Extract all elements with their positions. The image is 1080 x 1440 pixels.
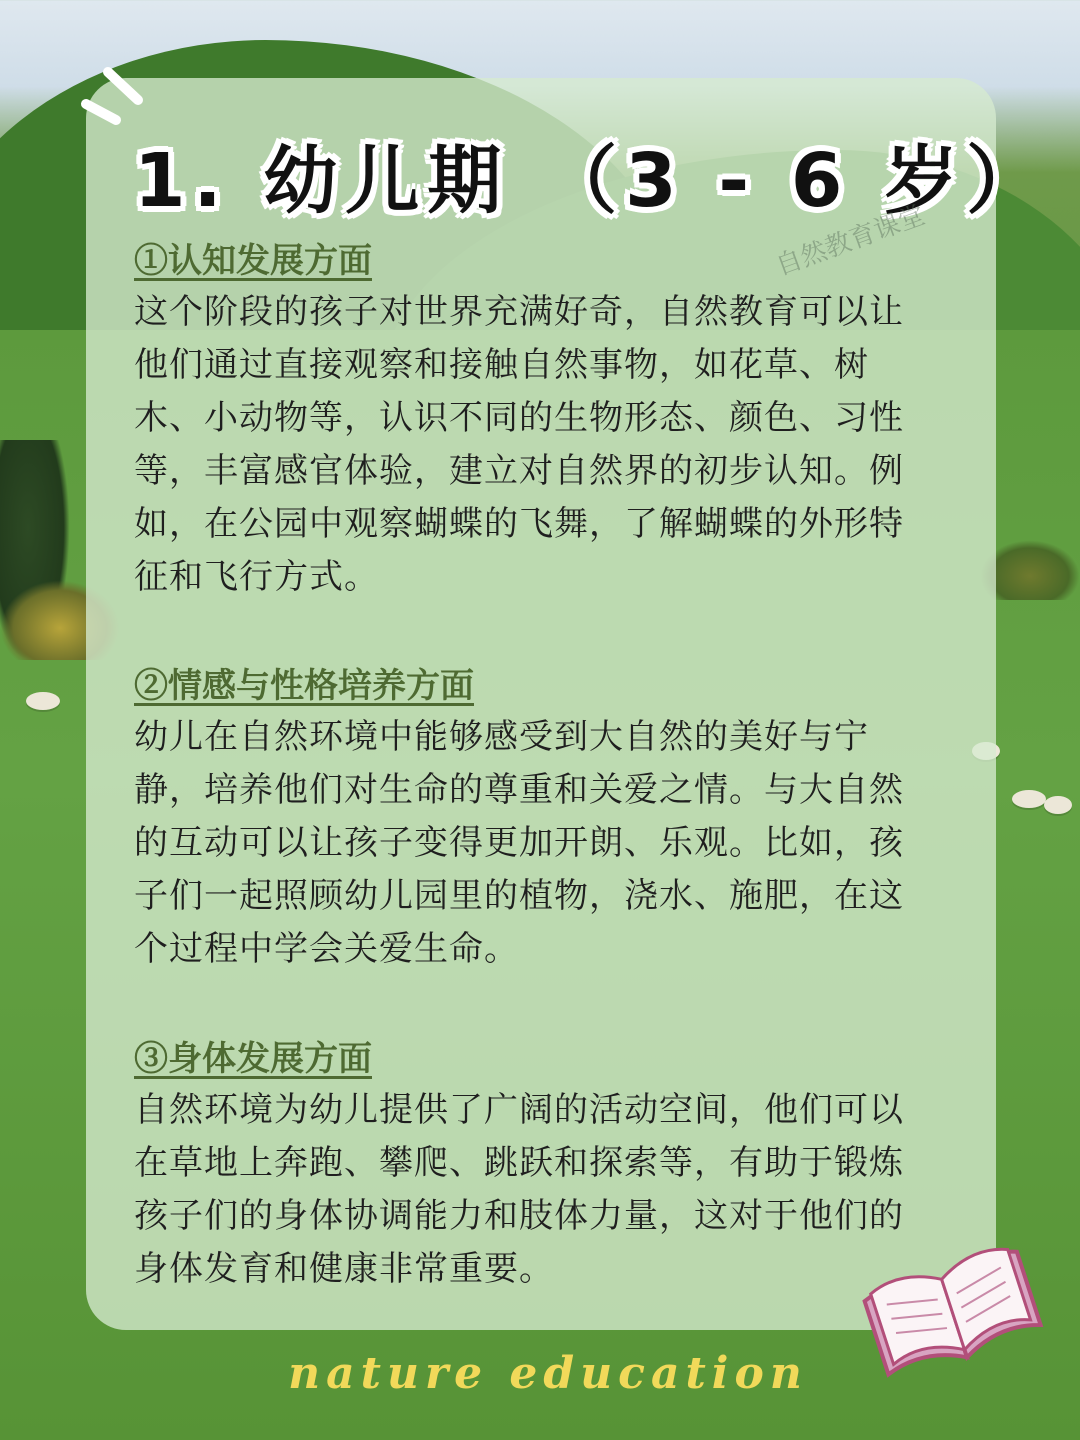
section-body: 自然环境为幼儿提供了广阔的活动空间，他们可以在草地上奔跑、攀爬、跳跃和探索等，有助于锻炼孩子们的身体协调能力和肢体力量，这对于他们的身体发育和健康非常重要。: [134, 1090, 904, 1289]
open-book-icon: [850, 1230, 1050, 1380]
section-emotion: [134, 663, 934, 976]
section-heading: ②情感与性格培养方面: [134, 666, 474, 706]
section-cognitive: [134, 238, 934, 604]
section-body: 这个阶段的孩子对世界充满好奇，自然教育可以让他们通过直接观察和接触自然事物，如花草、树木、小动物等，认识不同的生物形态、颜色、习性等，丰富感官体验，建立对自然界的初步认知。例如，在公园中观察蝴蝶的飞舞，了解蝴蝶的外形特征和飞行方式。: [134, 292, 904, 597]
section-body: 幼儿在自然环境中能够感受到大自然的美好与宁静，培养他们对生命的尊重和关爱之情。与大自然的互动可以让孩子变得更加开朗、乐观。比如，孩子们一起照顾幼儿园里的植物，浇水、施肥，在这个过程中学会关爱生命。: [134, 717, 904, 969]
background-sheep: [1012, 790, 1046, 808]
background-sheep: [26, 692, 60, 710]
section-heading: ①认知发展方面: [134, 241, 372, 281]
background-sheep: [1044, 796, 1072, 814]
section-heading: ③身体发展方面: [134, 1039, 372, 1079]
watermark: 自然教育课堂: [772, 200, 929, 282]
section-physical: [134, 1036, 934, 1296]
footer-script-text: nature education: [288, 1348, 808, 1399]
page-title: 1. 幼儿期 （3 - 6 岁）: [134, 138, 1049, 224]
